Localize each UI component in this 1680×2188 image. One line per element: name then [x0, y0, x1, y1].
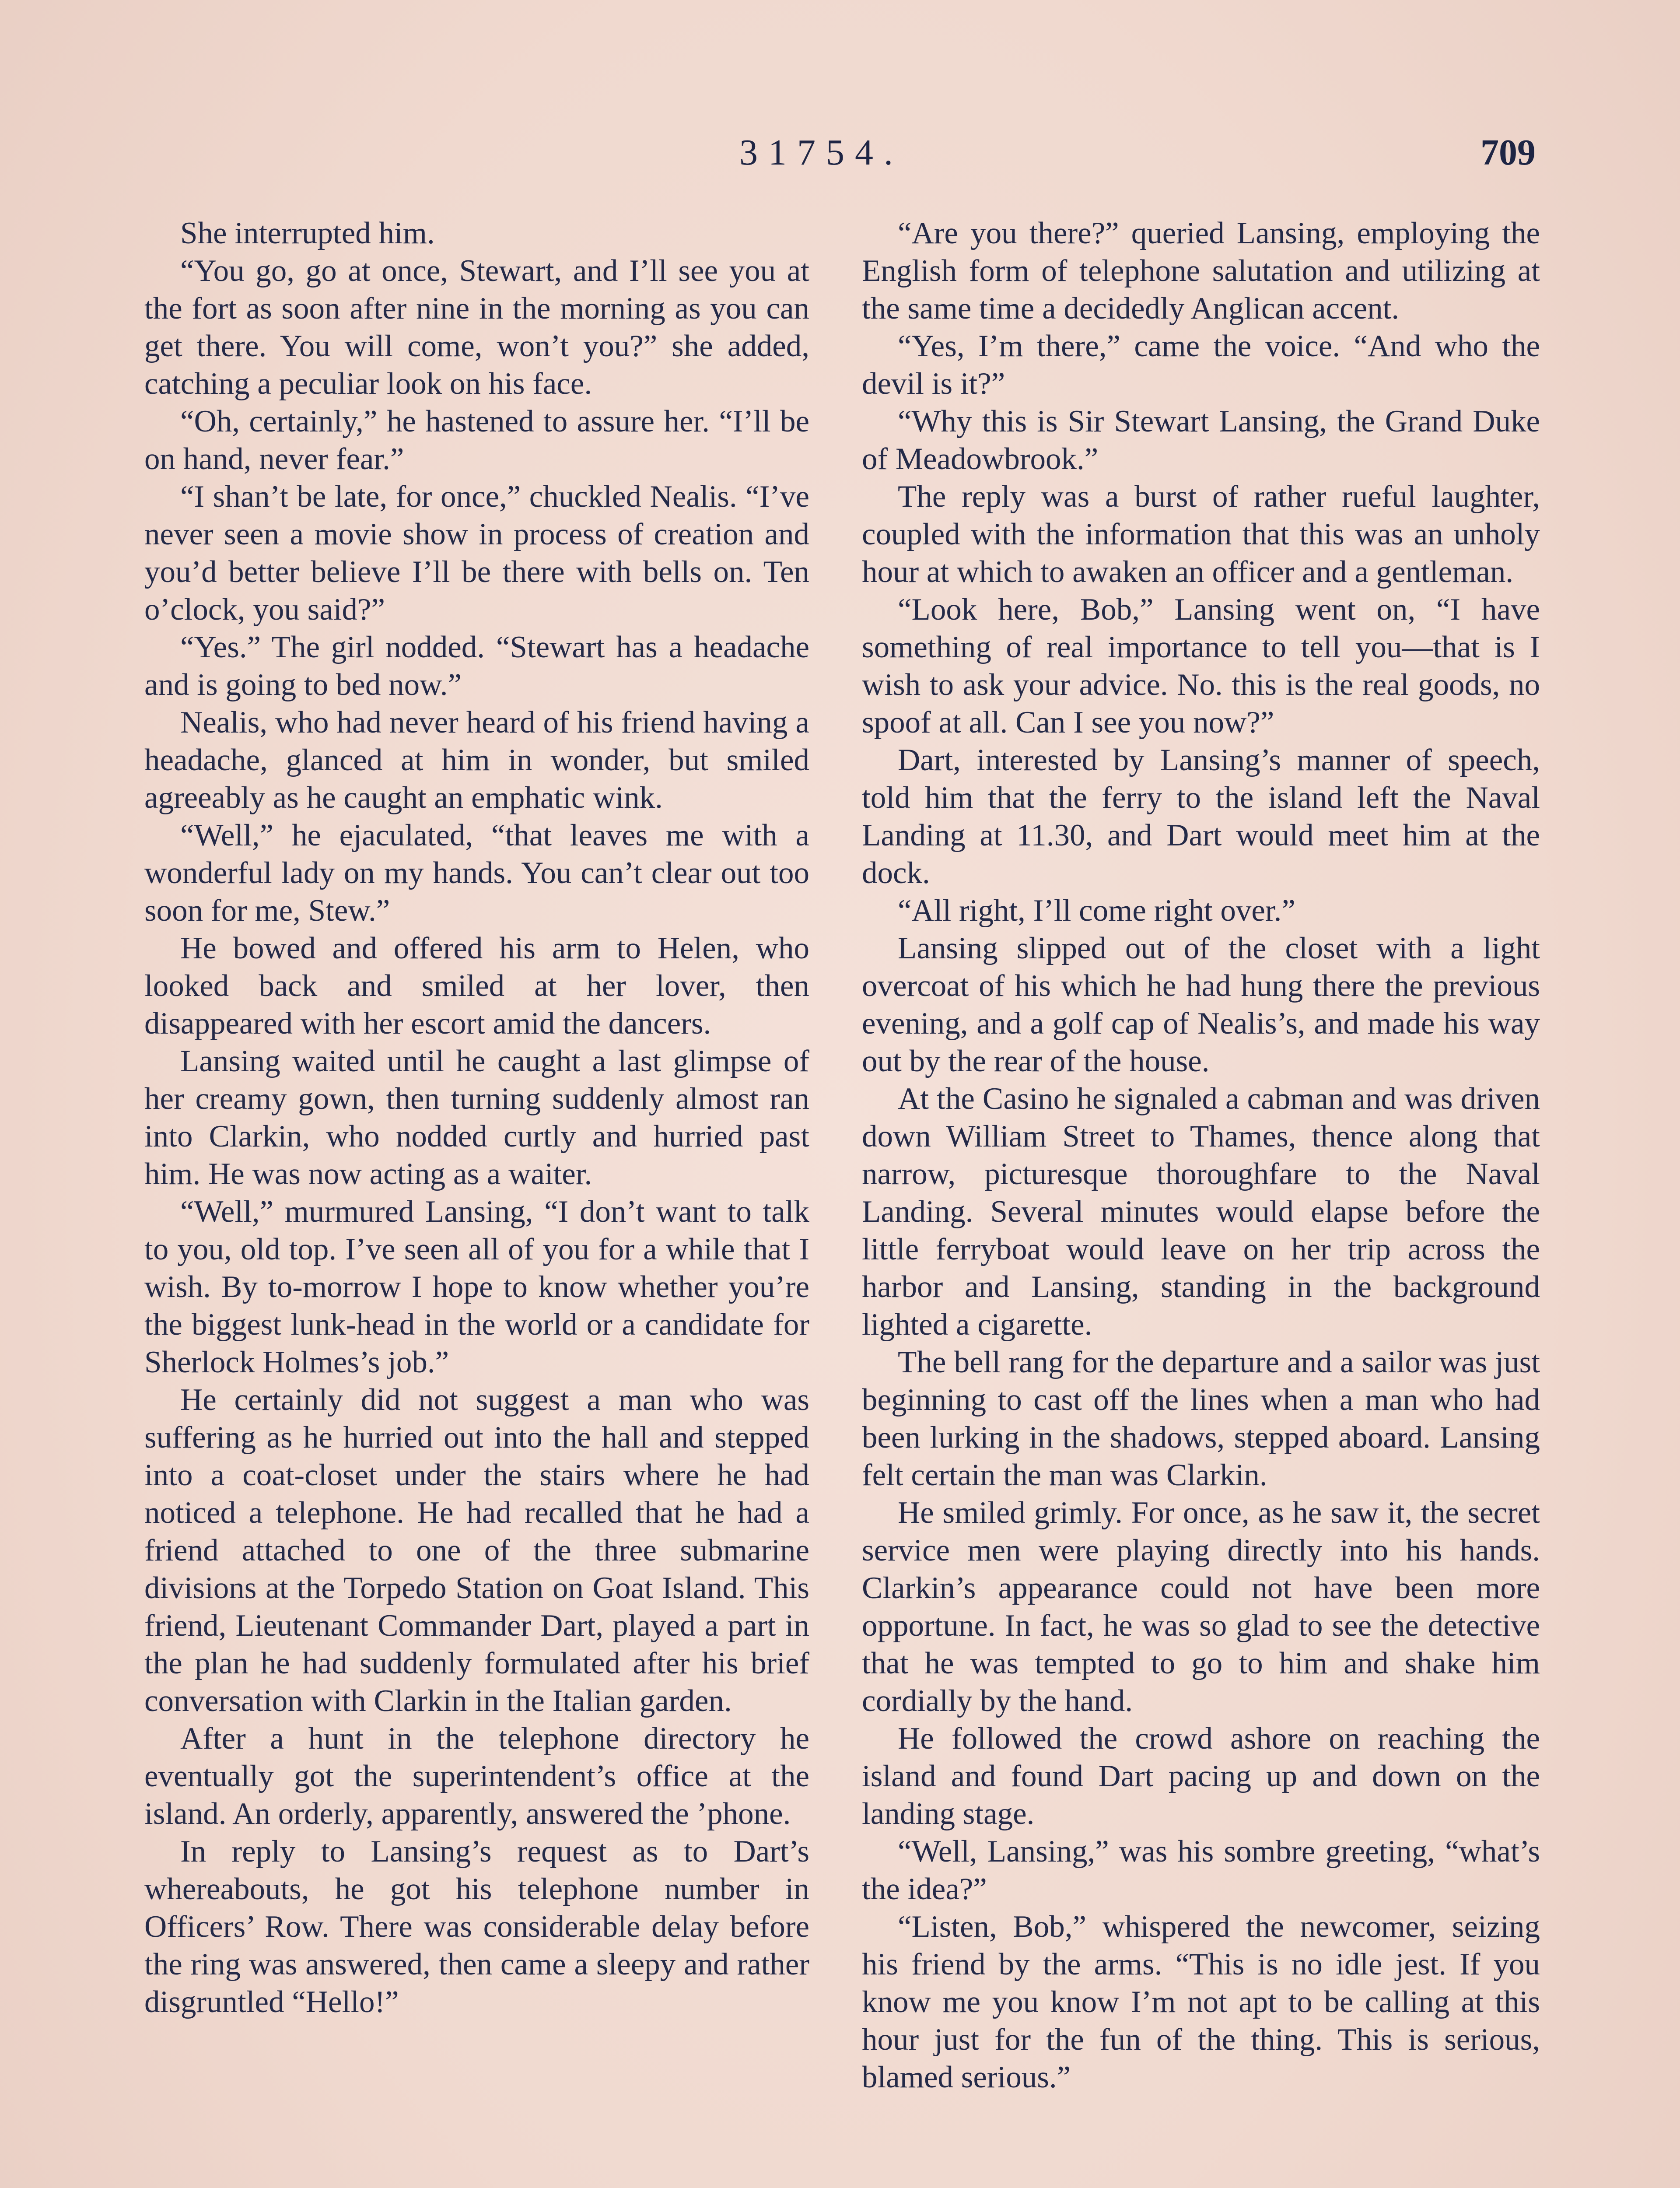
- paragraph: “Are you there?” queried Lansing, employing the English form of telephone salutation and utilizing at the same time a decidedly Anglican accent.: [862, 216, 1540, 326]
- right-text-column: [862, 214, 1540, 2096]
- paragraph: “You go, go at once, Stewart, and I’ll see you at the fort as soon after nine in the morning as you can get there. You will come, won’t you?” she added, catching a peculiar look on his face.: [144, 254, 809, 401]
- paragraph: Lansing slipped out of the closet with a light overcoat of his which he had hung there the previous evening, and a golf cap of Nealis’s, and made his way out by the rear of the house.: [862, 931, 1540, 1078]
- paragraph: “All right, I’ll come right over.”: [898, 894, 1295, 928]
- paragraph: The reply was a burst of rather rueful laughter, coupled with the information that this was an unholy hour at which to awaken an officer and a gentleman.: [862, 480, 1540, 589]
- left-text-column: [144, 214, 809, 2021]
- paragraph: “Why this is Sir Stewart Lansing, the Grand Duke of Meadowbrook.”: [862, 404, 1540, 476]
- running-head-issue-number: 31754.: [739, 132, 903, 173]
- paragraph: He certainly did not suggest a man who was suffering as he hurried out into the hall and stepped into a coat-closet under the stairs where he had noticed a telephone. He had recalled that he had a friend attached to one of the three submarine divisions at the Torpedo Station on Goat Island. This friend, Lieutenant Commander Dart, played a part in the plan he had suddenly formulated after his brief conversation with Clarkin in the Italian garden.: [144, 1383, 809, 1718]
- paragraph: “Listen, Bob,” whispered the newcomer, seizing his friend by the arms. “This is no idle jest. If you know me you know I’m not apt to be calling at this hour just for the fun of the thing. This is serious, blamed serious.”: [862, 1910, 1540, 2094]
- paragraph: He smiled grimly. For once, as he saw it, the secret service men were playing directly into his hands. Clarkin’s appearance could not have been more opportune. In fact, he was so glad to see the detective that he was tempted to go to him and shake him cordially by the hand.: [862, 1496, 1540, 1718]
- paragraph: The bell rang for the departure and a sailor was just beginning to cast off the lines when a man who had been lurking in the shadows, stepped aboard. Lansing felt certain the man was Clarkin.: [862, 1345, 1540, 1492]
- paragraph: He followed the crowd ashore on reaching the island and found Dart pacing up and down on the landing stage.: [862, 1722, 1540, 1831]
- paragraph: “Look here, Bob,” Lansing went on, “I have something of real importance to tell you—that is I wish to ask your advice. No. this is the real goods, no spoof at all. Can I see you now?”: [862, 593, 1540, 740]
- paragraph: Dart, interested by Lansing’s manner of speech, told him that the ferry to the island left the Naval Landing at 11.30, and Dart would meet him at the dock.: [862, 743, 1540, 890]
- paragraph: “Well,” murmured Lansing, “I don’t want to talk to you, old top. I’ve seen all of you for a while that I wish. By to-morrow I hope to know whether you’re the biggest lunk-head in the world or a candidate for Sherlock Holmes’s job.”: [144, 1195, 809, 1379]
- paragraph: “Well, Lansing,” was his sombre greeting, “what’s the idea?”: [862, 1834, 1540, 1906]
- paragraph: “I shan’t be late, for once,” chuckled Nealis. “I’ve never seen a movie show in process of creation and you’d better believe I’ll be there with bells on. Ten o’clock, you said?”: [144, 480, 809, 627]
- paragraph: “Oh, certainly,” he hastened to assure her. “I’ll be on hand, never fear.”: [144, 404, 809, 476]
- paragraph: “Yes, I’m there,” came the voice. “And who the devil is it?”: [862, 329, 1540, 401]
- paragraph: After a hunt in the telephone directory he eventually got the superintendent’s office at the island. An orderly, apparently, answered the ’phone.: [144, 1722, 809, 1831]
- paragraph: In reply to Lansing’s request as to Dart’s whereabouts, he got his telephone number in Officers’ Row. There was considerable delay before the ring was answered, then came a sleepy and rather disgruntled “Hello!”: [144, 1834, 809, 2019]
- paragraph: Nealis, who had never heard of his friend having a headache, glanced at him in wonder, but smiled agreeably as he caught an emphatic wink.: [144, 705, 809, 815]
- paragraph: At the Casino he signaled a cabman and was driven down William Street to Thames, thence along that narrow, picturesque thoroughfare to the Naval Landing. Several minutes would elapse before the little ferryboat would leave on her trip across the harbor and Lansing, standing in the background lighted a cigarette.: [862, 1082, 1540, 1342]
- paragraph: Lansing waited until he caught a last glimpse of her creamy gown, then turning suddenly almost ran into Clarkin, who nodded curtly and hurried past him. He was now acting as a waiter.: [144, 1044, 809, 1191]
- page-number: 709: [1480, 132, 1536, 173]
- paragraph: “Yes.” The girl nodded. “Stewart has a headache and is going to bed now.”: [144, 630, 809, 702]
- paragraph: He bowed and offered his arm to Helen, who looked back and smiled at her lover, then disappeared with her escort amid the dancers.: [144, 931, 809, 1041]
- paragraph: “Well,” he ejaculated, “that leaves me with a wonderful lady on my hands. You can’t clear out too soon for me, Stew.”: [144, 818, 809, 928]
- paragraph: She interrupted him.: [180, 216, 435, 250]
